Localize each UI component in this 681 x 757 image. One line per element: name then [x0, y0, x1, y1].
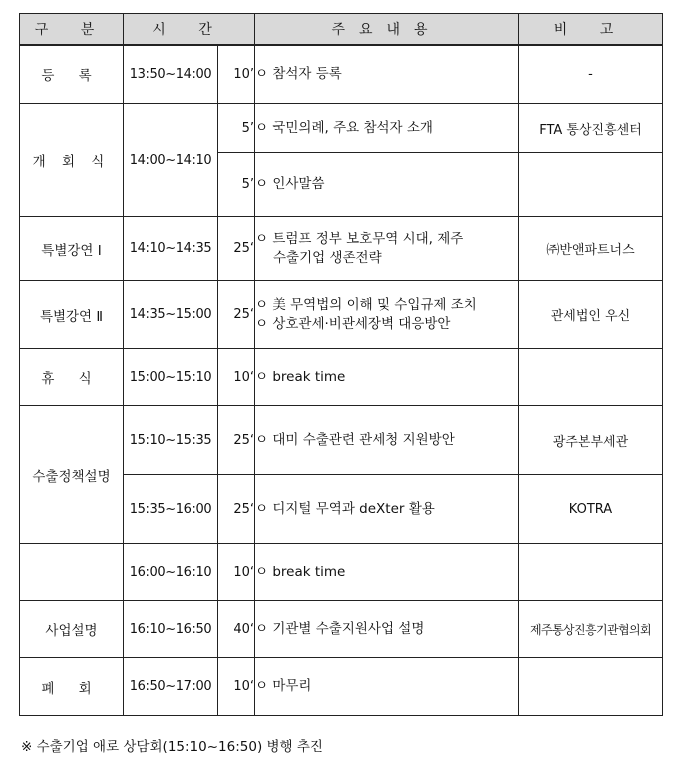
note-cell: - — [519, 45, 663, 104]
time-cell: 16:10~16:50 — [124, 601, 218, 658]
duration-cell: 40‘ — [218, 601, 255, 658]
category-label: 휴 식 — [41, 371, 102, 387]
duration-cell: 10‘ — [218, 349, 255, 406]
time-cell: 13:50~14:00 — [124, 45, 218, 104]
content-cell — [255, 349, 519, 406]
table-row — [20, 45, 663, 104]
note-cell: KOTRA — [519, 475, 663, 544]
content-line: ㅇ 美 무역법의 이해 및 수입규제 조치 — [255, 296, 477, 313]
duration-cell: 25‘ — [218, 217, 255, 281]
content-line: ㅇ 디지털 무역과 deXter 활용 — [255, 500, 435, 517]
category-cell — [20, 349, 124, 406]
category-label: 개 회 식 — [32, 154, 111, 170]
content-cell — [255, 45, 519, 104]
content-line: ㅇ 기관별 수출지원사업 설명 — [255, 620, 425, 637]
note-cell: FTA 통상진흥센터 — [519, 104, 663, 153]
note-cell: ㈜반앤파트너스 — [519, 217, 663, 281]
note-cell — [519, 349, 663, 406]
time-cell: 14:10~14:35 — [124, 217, 218, 281]
note-cell — [519, 153, 663, 217]
duration-cell: 10‘ — [218, 658, 255, 716]
duration-cell: 10’ — [218, 45, 255, 104]
note-cell — [519, 544, 663, 601]
content-line: ㅇ 대미 수출관련 관세청 지원방안 — [255, 431, 455, 448]
header-row — [20, 14, 663, 45]
duration-cell: 25‘ — [218, 406, 255, 475]
category-cell: 사업설명 — [20, 601, 124, 658]
table-row — [20, 544, 663, 601]
time-cell: 15:10~15:35 — [124, 406, 218, 475]
category-cell — [20, 45, 124, 104]
category-cell: 수출정책설명 — [20, 406, 124, 544]
content-cell — [255, 475, 519, 544]
note-cell: 광주본부세관 — [519, 406, 663, 475]
duration-cell: 25‘ — [218, 475, 255, 544]
duration-cell: 5’ — [218, 153, 255, 217]
schedule-table — [19, 13, 663, 716]
content-cell — [255, 104, 519, 153]
content-cell — [255, 217, 519, 281]
footnote: ※ 수출기업 애로 상담회(15:10~16:50) 병행 추진 — [21, 739, 323, 755]
note-cell — [519, 658, 663, 716]
table-row — [20, 658, 663, 716]
content-cell — [255, 601, 519, 658]
content-cell — [255, 544, 519, 601]
content-line: ㅇ 국민의례, 주요 참석자 소개 — [255, 119, 433, 136]
header-time: 시 간 — [124, 14, 255, 45]
note-cell: 제주통상진흥기관협의회 — [519, 601, 663, 658]
time-cell: 15:00~15:10 — [124, 349, 218, 406]
content-cell — [255, 281, 519, 349]
note-cell: 관세법인 우신 — [519, 281, 663, 349]
table-row — [20, 601, 663, 658]
content-line: ㅇ 상호관세·비관세장벽 대응방안 — [255, 315, 451, 332]
table-row — [20, 406, 663, 475]
category-cell: 특별강연 Ⅱ — [20, 281, 124, 349]
duration-cell: 5’ — [218, 104, 255, 153]
content-line: ㅇ 참석자 등록 — [255, 65, 342, 82]
content-cell — [255, 406, 519, 475]
table-row — [20, 281, 663, 349]
category-cell — [20, 104, 124, 217]
content-line: 수출기업 생존전략 — [273, 249, 382, 266]
category-label: 등 록 — [41, 68, 102, 85]
header-content: 주요내용 — [255, 14, 519, 45]
category-cell — [20, 658, 124, 716]
content-line: ㅇ 트럼프 정부 보호무역 시대, 제주 — [255, 230, 464, 247]
time-cell: 16:50~17:00 — [124, 658, 218, 716]
time-cell: 16:00~16:10 — [124, 544, 218, 601]
content-line: ㅇ 마무리 — [255, 678, 312, 694]
content-line: ㅇ 인사말씀 — [255, 176, 325, 192]
header-category: 구 분 — [20, 14, 124, 45]
category-cell — [20, 544, 124, 601]
time-cell: 14:35~15:00 — [124, 281, 218, 349]
header-note: 비 고 — [519, 14, 663, 45]
time-cell: 14:00~14:10 — [124, 104, 218, 217]
category-label: 폐 회 — [41, 680, 102, 697]
content-cell — [255, 658, 519, 716]
schedule-table-container — [19, 13, 663, 716]
duration-cell: 10‘ — [218, 544, 255, 601]
time-cell: 15:35~16:00 — [124, 475, 218, 544]
duration-cell: 25‘ — [218, 281, 255, 349]
content-line: ㅇ break time — [255, 563, 346, 580]
table-row — [20, 217, 663, 281]
category-cell: 특별강연 Ⅰ — [20, 217, 124, 281]
content-cell — [255, 153, 519, 217]
table-row — [20, 349, 663, 406]
table-row — [20, 104, 663, 153]
content-line: ㅇ break time — [255, 368, 346, 385]
